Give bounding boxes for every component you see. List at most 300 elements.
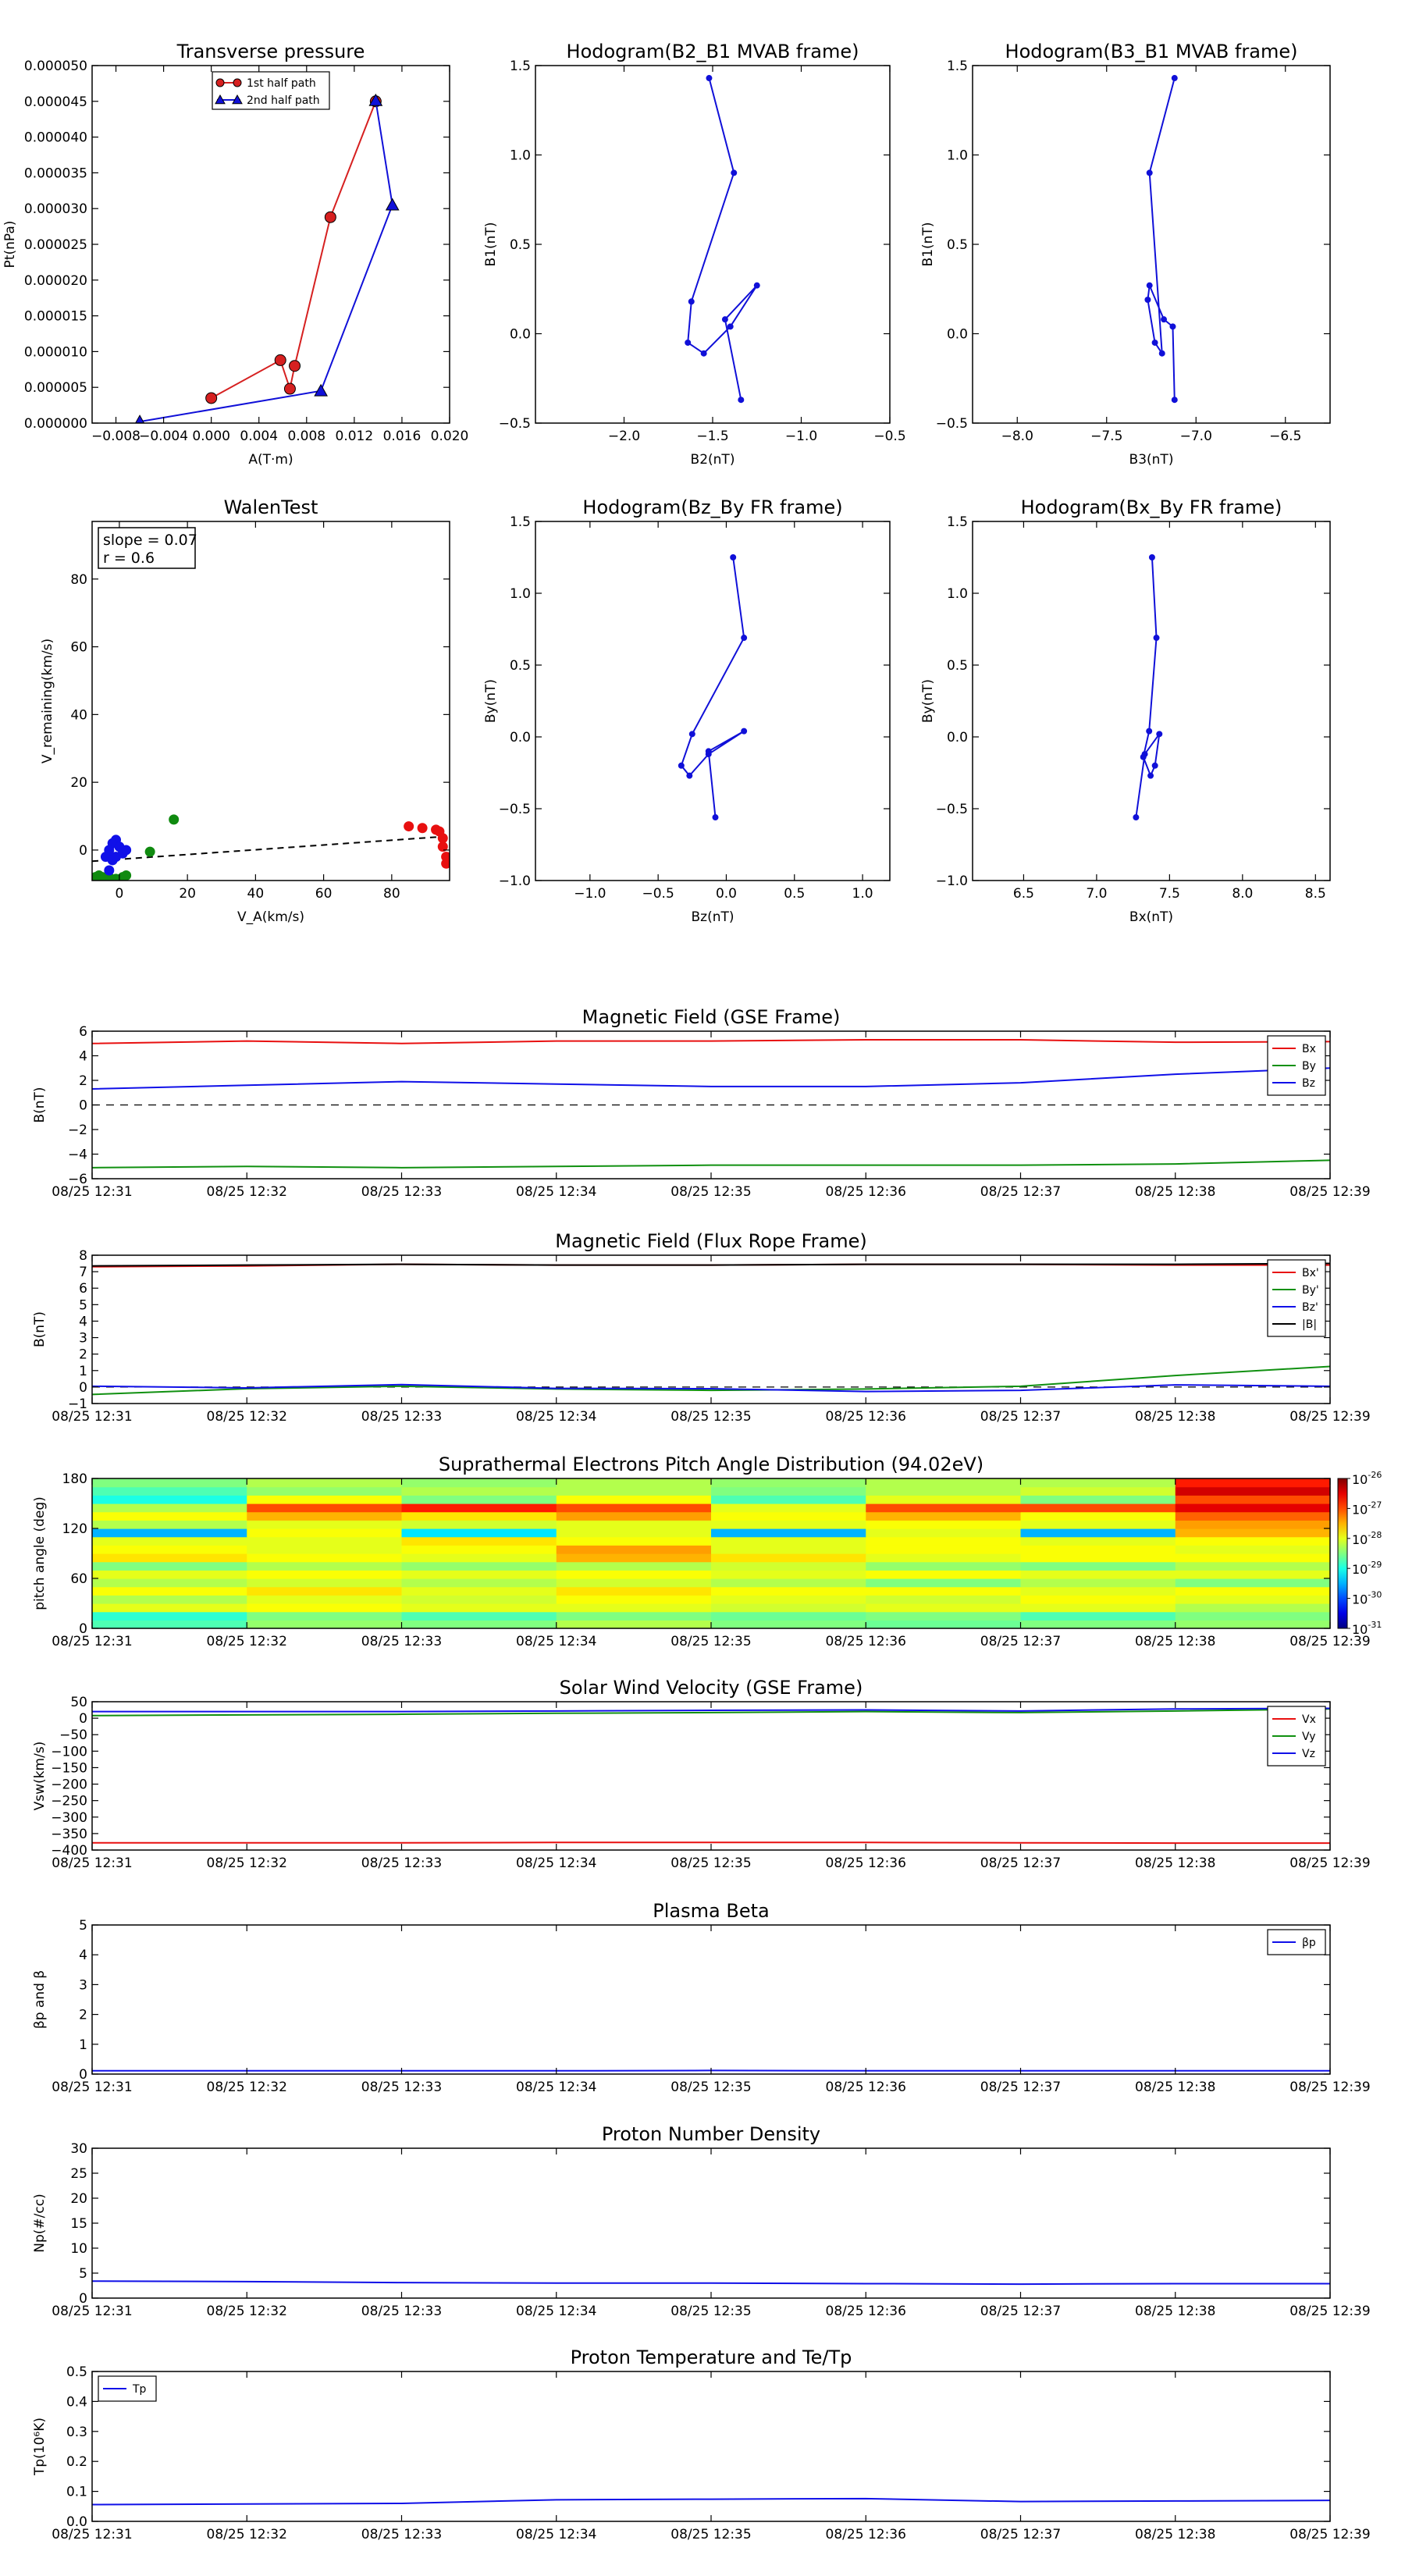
pad-time-tick-label: 08/25 12:39 <box>1289 1634 1371 1649</box>
np-ytick-label: 30 <box>70 2141 87 2157</box>
vsw-legend-label: Vy <box>1302 1731 1316 1743</box>
pad-heatmap-cell <box>1176 1503 1331 1512</box>
bfr-time-tick-label: 08/25 12:35 <box>670 1409 752 1425</box>
pad-colorbar-base: 10 <box>1352 1502 1368 1517</box>
vsw-title: Solar Wind Velocity (GSE Frame) <box>559 1677 863 1699</box>
h2-series-B-point <box>1147 283 1152 288</box>
walen-xtick-label: 40 <box>247 886 265 902</box>
beta-ytick-label: 0 <box>79 2067 87 2083</box>
pt-legend-label: 1st half path <box>247 77 316 90</box>
beta-ytick-label: 3 <box>79 1977 87 1994</box>
np-time-tick-label: 08/25 12:33 <box>361 2304 443 2319</box>
pad-heatmap-cell <box>1176 1495 1331 1503</box>
pad-colorbar-exponent: -31 <box>1368 1620 1382 1630</box>
pad-heatmap-cell <box>402 1478 557 1487</box>
pad-heatmap-cell <box>402 1503 557 1512</box>
h3-series-B-point <box>689 731 695 737</box>
bfr-time-tick-label: 08/25 12:39 <box>1289 1409 1371 1425</box>
walen-series-green-point <box>145 847 155 856</box>
h3-ylabel: By(nT) <box>483 678 499 724</box>
pt-series-1st half path-point <box>284 383 295 394</box>
pad-heatmap-cell <box>92 1562 247 1571</box>
pt-xtick-label: 0.004 <box>240 429 279 444</box>
walen-ylabel: V_remaining(km/s) <box>40 638 55 764</box>
pad-heatmap-cell <box>92 1537 247 1546</box>
pad-heatmap-cell <box>711 1595 866 1603</box>
walen-ytick-label: 60 <box>70 639 87 656</box>
bgse-time-tick-label: 08/25 12:38 <box>1135 1184 1216 1200</box>
bfr-time-tick-label: 08/25 12:37 <box>980 1409 1062 1425</box>
pad-heatmap-cell <box>402 1512 557 1521</box>
bgse-time-tick-label: 08/25 12:36 <box>825 1184 906 1200</box>
beta-ytick-label: 5 <box>79 1918 87 1934</box>
pad-heatmap-cell <box>1021 1578 1176 1587</box>
walen-series-green-point <box>169 815 179 824</box>
pt-ytick-label: 0.000010 <box>23 344 87 361</box>
h4-ytick-label: 0.0 <box>946 730 968 745</box>
pad-heatmap-cell <box>557 1512 712 1521</box>
h1-ytick-label: 0.5 <box>509 237 531 253</box>
pad-title: Suprathermal Electrons Pitch Angle Distribution (94.02eV) <box>438 1453 984 1475</box>
beta-legend-label: βp <box>1302 1937 1316 1949</box>
vsw-time-tick-label: 08/25 12:32 <box>206 1856 287 1871</box>
pad-heatmap-cell <box>247 1595 402 1603</box>
pt-legend-label: 2nd half path <box>247 94 320 107</box>
pt-series-1st half path-point <box>206 393 217 404</box>
h2-xtick-label: −8.0 <box>1001 429 1033 444</box>
pad-colorbar-base: 10 <box>1352 1532 1368 1547</box>
bfr-ylabel: B(nT) <box>32 1311 48 1348</box>
pad-heatmap-cell <box>92 1612 247 1621</box>
beta-time-tick-label: 08/25 12:38 <box>1135 2080 1216 2095</box>
h3-xtick-label: −1.0 <box>574 886 606 902</box>
pad-heatmap-cell <box>557 1587 712 1596</box>
vsw-ytick-label: −250 <box>51 1793 87 1809</box>
vsw-time-tick-label: 08/25 12:34 <box>516 1856 597 1871</box>
h1-series-B-point <box>706 76 712 81</box>
h3-ytick-label: 1.0 <box>509 586 531 602</box>
bgse-time-tick-label: 08/25 12:34 <box>516 1184 597 1200</box>
beta-time-tick-label: 08/25 12:32 <box>206 2080 287 2095</box>
walen-ytick-label: 40 <box>70 707 87 724</box>
pad-heatmap-cell <box>1176 1520 1331 1528</box>
pad-heatmap-cell <box>92 1503 247 1512</box>
pad-heatmap-cell <box>711 1537 866 1546</box>
h4-ytick-label: 1.5 <box>946 514 968 530</box>
pad-time-tick-label: 08/25 12:35 <box>670 1634 752 1649</box>
pad-heatmap-cell <box>557 1578 712 1587</box>
pad-colorbar <box>1338 1478 1347 1628</box>
bfr-ytick-label: 6 <box>79 1281 87 1297</box>
pad-heatmap-cell <box>557 1570 712 1578</box>
h1-series-B-point <box>754 283 759 288</box>
vsw-ytick-label: −300 <box>51 1809 87 1826</box>
pad-heatmap-cell <box>557 1495 712 1503</box>
h1-ytick-label: −0.5 <box>498 416 531 432</box>
bgse-ytick-label: −6 <box>67 1172 87 1187</box>
h2-series-B-point <box>1152 340 1158 345</box>
bfr-time-tick-label: 08/25 12:32 <box>206 1409 287 1425</box>
pad-heatmap-cell <box>866 1545 1021 1553</box>
h4-series-B-point <box>1147 728 1152 734</box>
vsw-ytick-label: 50 <box>70 1695 87 1710</box>
pad-heatmap-cell <box>1021 1520 1176 1528</box>
pt-ytick-label: 0.000005 <box>23 380 87 397</box>
pad-colorbar-exponent: -28 <box>1368 1529 1382 1540</box>
pad-time-tick-label: 08/25 12:38 <box>1135 1634 1216 1649</box>
tp-ytick-label: 0.4 <box>66 2394 87 2411</box>
pad-heatmap-cell <box>1176 1537 1331 1546</box>
pt-ytick-label: 0.000020 <box>23 272 87 289</box>
h4-ytick-label: 1.0 <box>946 586 968 602</box>
pad-colorbar-exponent: -29 <box>1368 1560 1382 1571</box>
h4-xtick-label: 7.5 <box>1158 886 1180 902</box>
vsw-ytick-label: −400 <box>51 1843 87 1859</box>
pad-heatmap-cell <box>92 1545 247 1553</box>
pad-heatmap-cell <box>866 1512 1021 1521</box>
h3-title: Hodogram(Bz_By FR frame) <box>582 496 843 518</box>
pad-heatmap-cell <box>247 1612 402 1621</box>
bfr-ytick-label: 2 <box>79 1347 87 1363</box>
pad-heatmap-cell <box>247 1562 402 1571</box>
bgse-ytick-label: 4 <box>79 1048 87 1065</box>
pad-heatmap-cell <box>711 1603 866 1612</box>
pt-series-1st half path-point <box>325 212 336 222</box>
pad-heatmap-cell <box>711 1487 866 1496</box>
tp-time-tick-label: 08/25 12:35 <box>670 2527 752 2542</box>
pad-heatmap-cell <box>557 1620 712 1628</box>
bgse-legend-label: Bx <box>1302 1043 1316 1055</box>
h4-xtick-label: 6.5 <box>1012 886 1034 902</box>
bgse-time-tick-label: 08/25 12:32 <box>206 1184 287 1200</box>
pad-ytick-label: 120 <box>62 1521 87 1537</box>
pt-ytick-label: 0.000000 <box>23 416 87 432</box>
pad-heatmap-cell <box>92 1553 247 1562</box>
pad-heatmap-cell <box>247 1495 402 1503</box>
h4-series-B-point <box>1152 763 1158 768</box>
pad-heatmap-cell <box>711 1478 866 1487</box>
pad-heatmap-cell <box>92 1603 247 1612</box>
pad-heatmap-cell <box>247 1487 402 1496</box>
walen-xtick-label: 60 <box>315 886 333 902</box>
h2-xtick-label: −7.0 <box>1179 429 1212 444</box>
pad-heatmap-cell <box>402 1487 557 1496</box>
h3-series-B-point <box>706 752 711 757</box>
h3-ytick-label: −1.0 <box>498 873 531 889</box>
vsw-ytick-label: −150 <box>51 1760 87 1777</box>
h3-series-B-point <box>742 728 747 734</box>
pad-heatmap-cell <box>402 1520 557 1528</box>
h2-series-B-point <box>1170 324 1176 329</box>
h2-ytick-label: 0.5 <box>946 237 968 253</box>
pad-heatmap-cell <box>1021 1495 1176 1503</box>
pad-heatmap-cell <box>1176 1587 1331 1596</box>
walen-ytick-label: 80 <box>70 571 87 588</box>
bfr-ytick-label: 4 <box>79 1314 87 1330</box>
walen-slope-text: slope = 0.07 <box>103 532 197 549</box>
h1-xlabel: B2(nT) <box>690 452 735 468</box>
vsw-time-tick-label: 08/25 12:36 <box>825 1856 906 1871</box>
np-ytick-label: 25 <box>70 2166 87 2182</box>
pad-heatmap-cell <box>92 1520 247 1528</box>
tp-legend-label: Tp <box>133 2383 147 2396</box>
pad-heatmap-cell <box>402 1570 557 1578</box>
pad-time-tick-label: 08/25 12:33 <box>361 1634 443 1649</box>
pad-heatmap-cell <box>92 1487 247 1496</box>
pad-panel <box>32 1453 1382 1649</box>
pad-heatmap-cell <box>402 1603 557 1612</box>
h2-xlabel: B3(nT) <box>1129 452 1174 468</box>
pad-heatmap-cell <box>711 1528 866 1537</box>
h1-ytick-label: 1.5 <box>509 59 531 74</box>
np-title: Proton Number Density <box>601 2123 821 2145</box>
pad-time-tick-label: 08/25 12:32 <box>206 1634 287 1649</box>
pad-heatmap-cell <box>557 1487 712 1496</box>
pad-heatmap-cell <box>1021 1620 1176 1628</box>
pad-heatmap-cell <box>557 1528 712 1537</box>
pad-heatmap-cell <box>1021 1595 1176 1603</box>
bfr-time-tick-label: 08/25 12:33 <box>361 1409 443 1425</box>
pad-heatmap-cell <box>247 1537 402 1546</box>
h1-xtick-label: −0.5 <box>873 429 906 444</box>
h3-series-B-point <box>742 635 747 641</box>
pad-heatmap-cell <box>1021 1587 1176 1596</box>
bfr-legend-label: Bx' <box>1302 1267 1319 1279</box>
pad-heatmap-cell <box>1176 1620 1331 1628</box>
pad-heatmap-cell <box>866 1553 1021 1562</box>
pad-heatmap-cell <box>247 1570 402 1578</box>
beta-time-tick-label: 08/25 12:37 <box>980 2080 1062 2095</box>
pad-heatmap-cell <box>711 1620 866 1628</box>
pad-heatmap-cell <box>557 1503 712 1512</box>
pad-heatmap-cell <box>1021 1612 1176 1621</box>
vsw-time-tick-label: 08/25 12:38 <box>1135 1856 1216 1871</box>
tp-time-tick-label: 08/25 12:39 <box>1289 2527 1371 2542</box>
h3-ytick-label: 1.5 <box>509 514 531 530</box>
walen-xtick-label: 80 <box>383 886 400 902</box>
pt-xtick-label: 0.008 <box>287 429 326 444</box>
pad-heatmap-cell <box>1176 1553 1331 1562</box>
walen-series-red-point <box>404 822 414 831</box>
pt-legend-marker <box>216 79 224 87</box>
bgse-ytick-label: −4 <box>67 1147 87 1163</box>
pad-heatmap-cell <box>866 1537 1021 1546</box>
pad-heatmap-cell <box>92 1495 247 1503</box>
vsw-ytick-label: −50 <box>59 1727 87 1744</box>
np-time-tick-label: 08/25 12:38 <box>1135 2304 1216 2319</box>
np-ytick-label: 5 <box>79 2266 87 2282</box>
h3-xtick-label: 1.0 <box>852 886 873 902</box>
pad-time-tick-label: 08/25 12:37 <box>980 1634 1062 1649</box>
bgse-ytick-label: 0 <box>79 1098 87 1114</box>
h2-series-B-point <box>1147 170 1152 176</box>
h4-ylabel: By(nT) <box>920 678 936 724</box>
pt-ytick-label: 0.000040 <box>23 130 87 146</box>
tp-ytick-label: 0.1 <box>66 2484 87 2500</box>
pad-heatmap-cell <box>711 1503 866 1512</box>
beta-time-tick-label: 08/25 12:39 <box>1289 2080 1371 2095</box>
pt-ytick-label: 0.000045 <box>23 94 87 110</box>
walen-series-blue-point <box>105 866 114 875</box>
pad-heatmap-cell <box>1021 1537 1176 1546</box>
pad-heatmap-cell <box>866 1503 1021 1512</box>
pad-colorbar-base: 10 <box>1352 1472 1368 1487</box>
pad-heatmap-cell <box>866 1495 1021 1503</box>
h4-xtick-label: 8.0 <box>1232 886 1254 902</box>
pad-heatmap-cell <box>402 1620 557 1628</box>
h4-ytick-label: 0.5 <box>946 658 968 674</box>
pt-xtick-label: −0.008 <box>91 429 140 444</box>
walen-series-blue-point <box>112 852 121 862</box>
bgse-title: Magnetic Field (GSE Frame) <box>582 1006 841 1028</box>
pad-heatmap-cell <box>866 1570 1021 1578</box>
pad-heatmap-cell <box>866 1578 1021 1587</box>
h2-xtick-label: −6.5 <box>1269 429 1302 444</box>
pad-heatmap-cell <box>92 1578 247 1587</box>
pad-heatmap-cell <box>92 1528 247 1537</box>
h1-ytick-label: 0.0 <box>509 326 531 343</box>
pad-ytick-label: 180 <box>62 1471 87 1487</box>
pt-xtick-label: 0.020 <box>430 429 469 444</box>
pad-heatmap-cell <box>1021 1603 1176 1612</box>
h1-title: Hodogram(B2_B1 MVAB frame) <box>566 41 859 62</box>
pad-heatmap-cell <box>711 1578 866 1587</box>
pad-heatmap-cell <box>711 1612 866 1621</box>
bfr-ytick-label: 7 <box>79 1265 87 1281</box>
pad-heatmap-cell <box>711 1545 866 1553</box>
h1-series-B-point <box>722 317 727 322</box>
bfr-ytick-label: 5 <box>79 1297 87 1314</box>
pad-heatmap-cell <box>247 1578 402 1587</box>
h2-xtick-label: −7.5 <box>1090 429 1123 444</box>
h1-series-B-point <box>727 324 733 329</box>
beta-ylabel: βp and β <box>32 1969 48 2030</box>
vsw-ytick-label: −200 <box>51 1777 87 1793</box>
vsw-time-tick-label: 08/25 12:37 <box>980 1856 1062 1871</box>
pt-ytick-label: 0.000035 <box>23 165 87 182</box>
bfr-legend-label: By' <box>1302 1284 1319 1297</box>
bgse-legend-label: Bz <box>1302 1077 1315 1090</box>
bfr-time-tick-label: 08/25 12:31 <box>52 1409 133 1425</box>
pad-heatmap-cell <box>711 1562 866 1571</box>
np-ytick-label: 10 <box>70 2241 87 2257</box>
h2-series-B-point <box>1161 317 1167 322</box>
pad-heatmap-cell <box>247 1528 402 1537</box>
tp-ytick-label: 0.2 <box>66 2454 87 2471</box>
bgse-ytick-label: −2 <box>67 1123 87 1138</box>
bfr-ytick-label: 8 <box>79 1248 87 1264</box>
h1-series-B-point <box>731 170 737 176</box>
h2-ytick-label: 1.5 <box>946 59 968 74</box>
pad-heatmap-cell <box>1176 1562 1331 1571</box>
bgse-legend-label: By <box>1302 1060 1316 1073</box>
bgse-time-tick-label: 08/25 12:33 <box>361 1184 443 1200</box>
pad-heatmap-cell <box>92 1595 247 1603</box>
beta-ytick-label: 1 <box>79 2037 87 2053</box>
pt-title: Transverse pressure <box>176 41 365 62</box>
np-time-tick-label: 08/25 12:35 <box>670 2304 752 2319</box>
pt-xtick-label: 0.016 <box>382 429 422 444</box>
h4-xlabel: Bx(nT) <box>1129 909 1174 925</box>
bfr-time-tick-label: 08/25 12:38 <box>1135 1409 1216 1425</box>
pt-xtick-label: −0.004 <box>139 429 189 444</box>
pad-heatmap-cell <box>402 1562 557 1571</box>
np-ytick-label: 20 <box>70 2191 87 2207</box>
pad-heatmap-cell <box>402 1495 557 1503</box>
pad-heatmap-cell <box>247 1545 402 1553</box>
bgse-time-tick-label: 08/25 12:31 <box>52 1184 133 1200</box>
pad-heatmap-cell <box>402 1537 557 1546</box>
h4-series-B-point <box>1157 731 1162 737</box>
pad-heatmap-cell <box>1021 1512 1176 1521</box>
pad-heatmap-cell <box>1176 1570 1331 1578</box>
walen-r-text: r = 0.6 <box>103 550 155 567</box>
np-ylabel: Np(#/cc) <box>32 2194 48 2253</box>
tp-time-tick-label: 08/25 12:38 <box>1135 2527 1216 2542</box>
h4-ytick-label: −1.0 <box>935 873 968 889</box>
beta-time-tick-label: 08/25 12:35 <box>670 2080 752 2095</box>
vsw-time-tick-label: 08/25 12:31 <box>52 1856 133 1871</box>
vsw-ytick-label: −100 <box>51 1744 87 1760</box>
pad-time-tick-label: 08/25 12:34 <box>516 1634 597 1649</box>
h2-ytick-label: 1.0 <box>946 148 968 164</box>
pad-heatmap-cell <box>1176 1545 1331 1553</box>
tp-ytick-label: 0.0 <box>66 2514 87 2530</box>
pad-heatmap-cell <box>866 1595 1021 1603</box>
np-time-tick-label: 08/25 12:36 <box>825 2304 906 2319</box>
pad-heatmap-cell <box>866 1587 1021 1596</box>
walen-series-red-point <box>418 824 427 833</box>
bfr-ytick-label: −1 <box>67 1397 87 1412</box>
bfr-time-tick-label: 08/25 12:36 <box>825 1409 906 1425</box>
h3-series-B-point <box>678 763 684 768</box>
pt-legend-marker <box>233 79 241 87</box>
pad-heatmap-cell <box>1021 1553 1176 1562</box>
tp-title: Proton Temperature and Te/Tp <box>570 2347 852 2368</box>
bgse-ytick-label: 6 <box>79 1024 87 1040</box>
h3-xlabel: Bz(nT) <box>691 909 735 925</box>
h2-title: Hodogram(B3_B1 MVAB frame) <box>1005 41 1298 62</box>
h1-xtick-label: −1.0 <box>784 429 818 444</box>
pad-heatmap-cell <box>1021 1545 1176 1553</box>
h4-series-B-point <box>1149 555 1154 560</box>
pad-heatmap-cell <box>1176 1512 1331 1521</box>
vsw-time-tick-label: 08/25 12:33 <box>361 1856 443 1871</box>
tp-time-tick-label: 08/25 12:32 <box>206 2527 287 2542</box>
np-ytick-label: 0 <box>79 2291 87 2307</box>
bgse-ylabel: B(nT) <box>32 1087 48 1123</box>
beta-time-tick-label: 08/25 12:33 <box>361 2080 443 2095</box>
pad-heatmap-cell <box>247 1503 402 1512</box>
pt-xtick-label: 0.012 <box>335 429 374 444</box>
h3-ytick-label: 0.5 <box>509 658 531 674</box>
walen-ytick-label: 0 <box>79 842 87 859</box>
h3-series-B-point <box>687 773 692 778</box>
pad-heatmap-cell <box>402 1578 557 1587</box>
h3-xtick-label: 0.5 <box>784 886 806 902</box>
pad-heatmap-cell <box>1021 1478 1176 1487</box>
pad-heatmap-cell <box>247 1603 402 1612</box>
beta-time-tick-label: 08/25 12:36 <box>825 2080 906 2095</box>
pad-ytick-label: 0 <box>79 1621 87 1637</box>
h3-ytick-label: 0.0 <box>509 730 531 745</box>
pad-heatmap-cell <box>92 1620 247 1628</box>
bfr-title: Magnetic Field (Flux Rope Frame) <box>555 1230 867 1252</box>
pad-heatmap-cell <box>557 1520 712 1528</box>
pad-heatmap-cell <box>92 1478 247 1487</box>
bgse-time-tick-label: 08/25 12:39 <box>1289 1184 1371 1200</box>
pad-heatmap-cell <box>866 1487 1021 1496</box>
